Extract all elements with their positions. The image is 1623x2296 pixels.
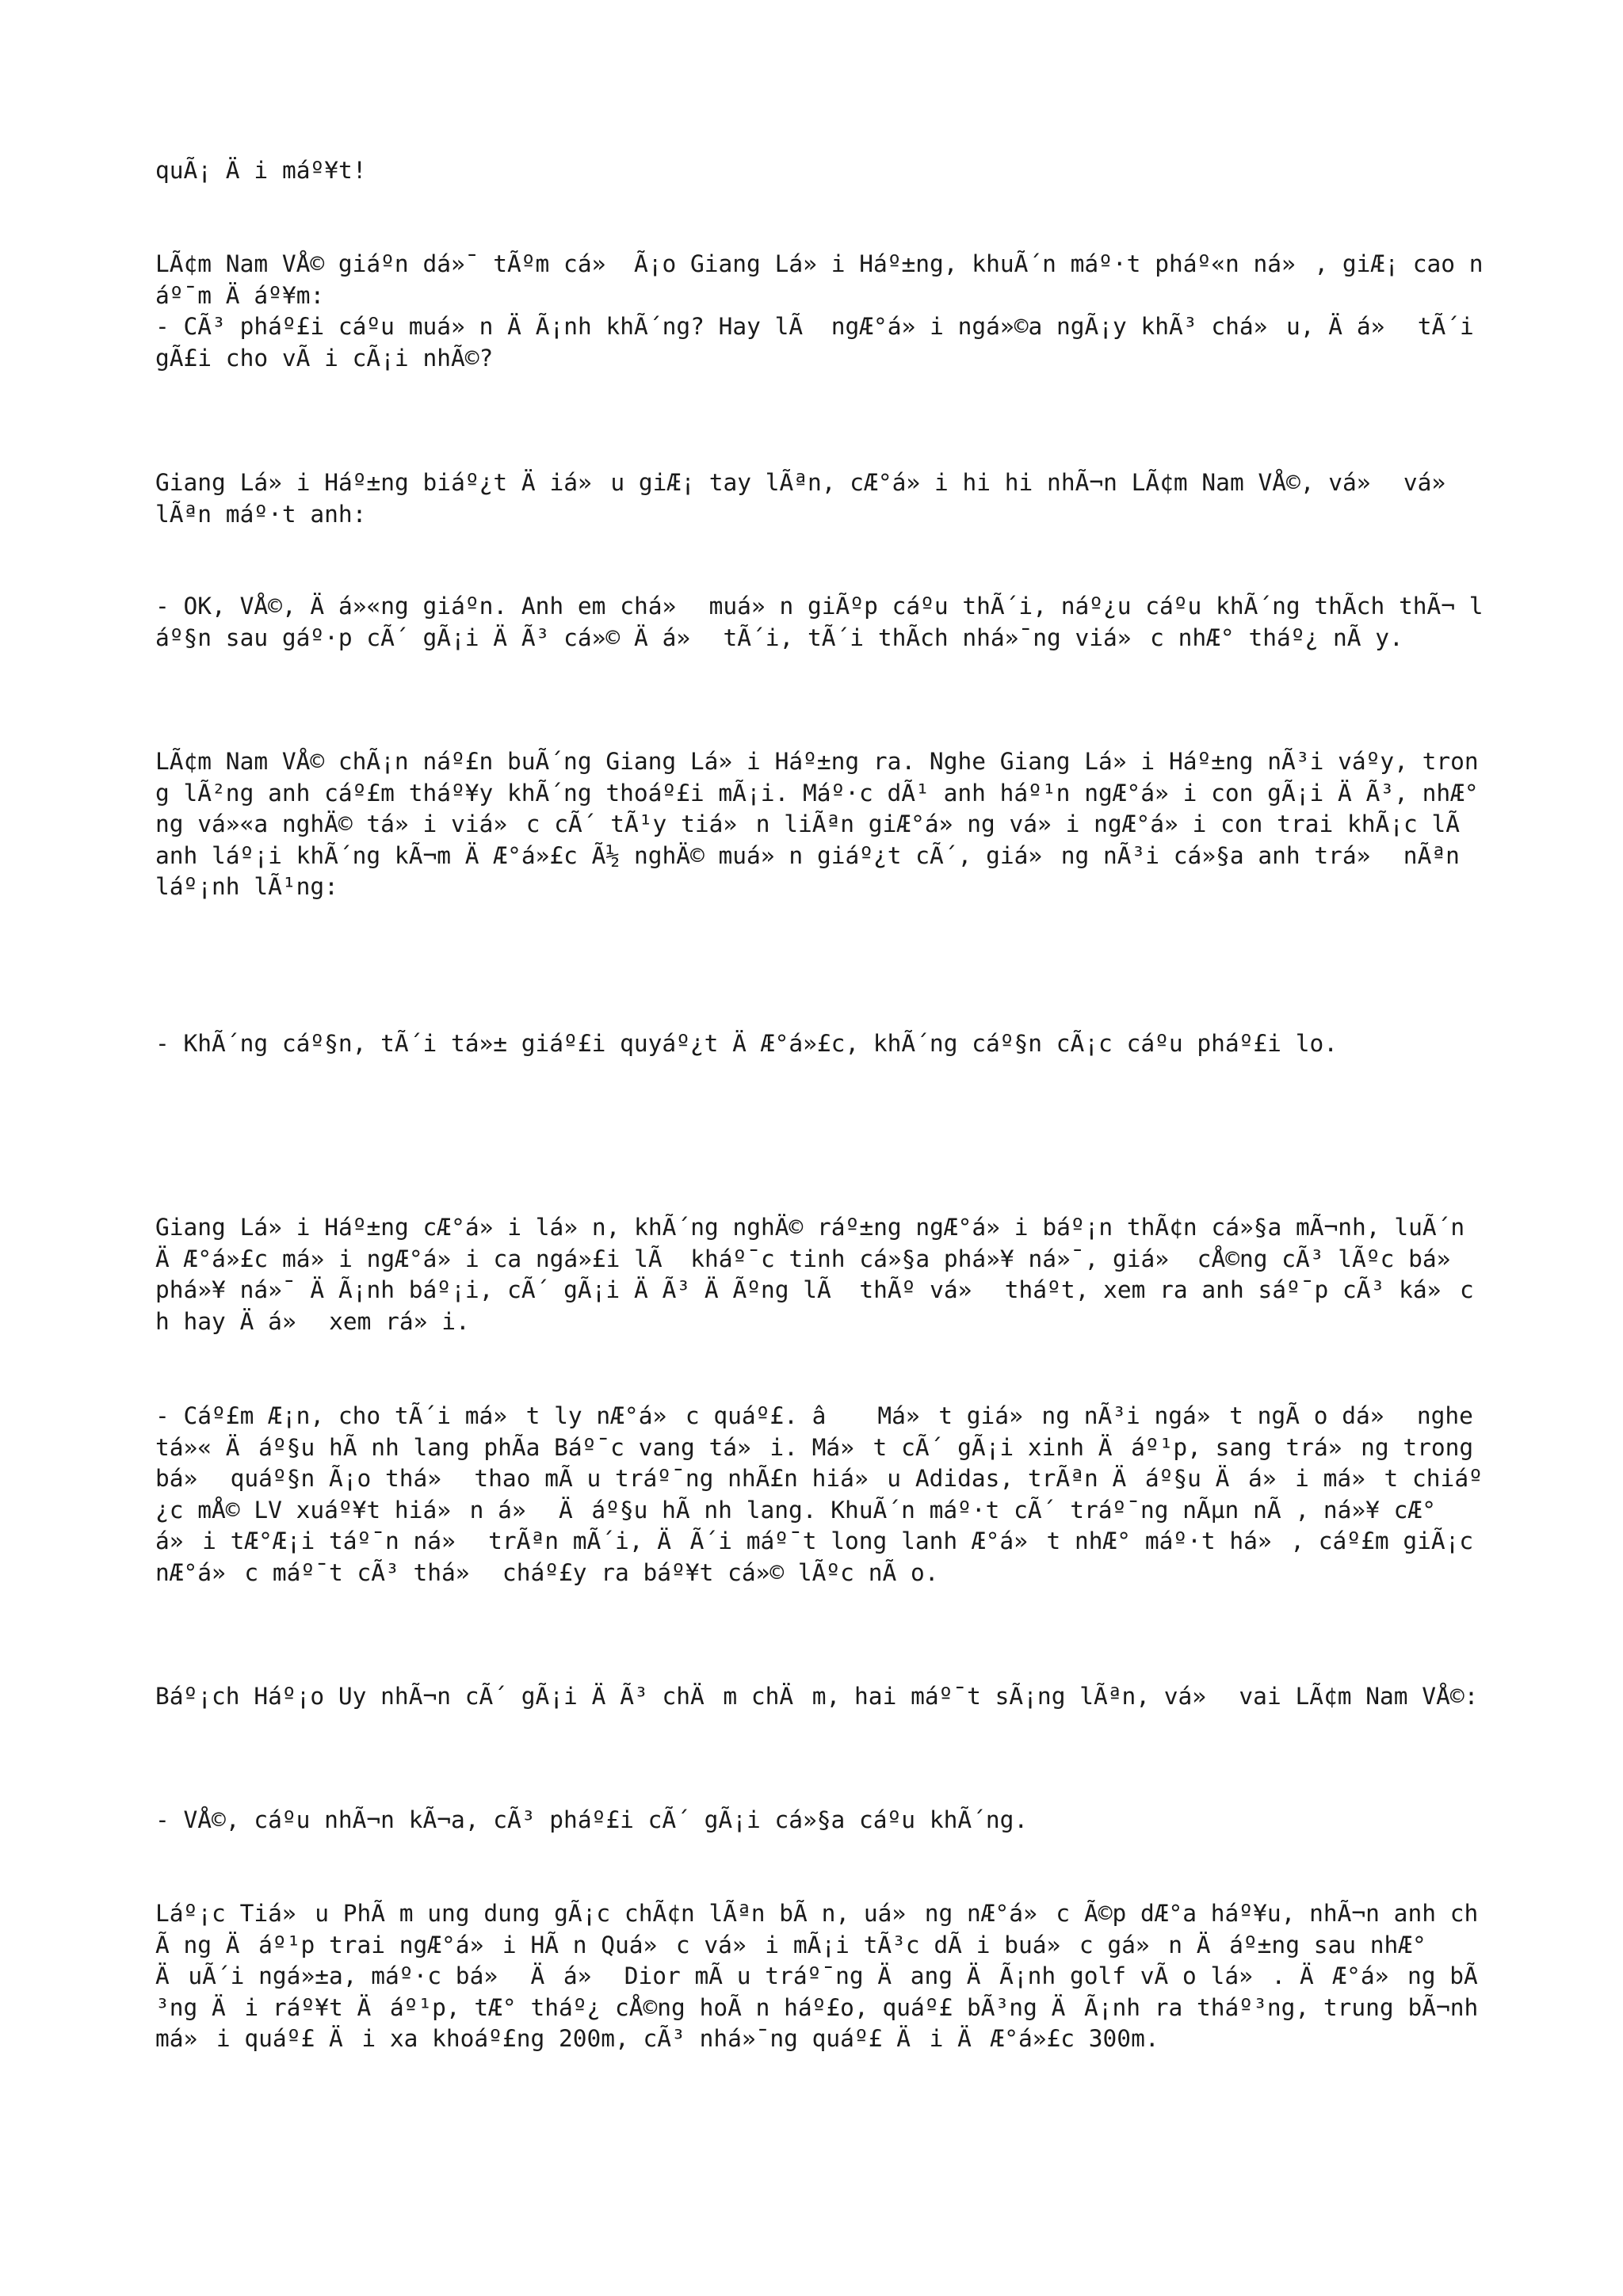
- paragraph-7: Giang Lá»i Háº±ng cÆ°á»i lá»n, khÃ´ng nghÄ© ráº±ng ngÆ°á»i báº¡n thÃ¢n cá»§a mÃ¬nh, luÃ´n ÄÆ°á»£c má»i ngÆ°á»i ca ngá»£i lÃ kháº¯c tinh cá»§a phá»¥ ná»¯, giá» cÅ©ng cÃ³ lÃºc bá» phá»¥ ná»¯ ÄÃ¡nh báº¡i, cÃ´ gÃ¡i ÄÃ³ ÄÃºng lÃ thÃº vá» tháºt, xem ra anh sáº¯p cÃ³ ká»ch hay Äá» xem rá»i.: [155, 1214, 1484, 1335]
- paragraph-1: quÃ¡ Äi máº¥t!: [155, 157, 367, 184]
- paragraph-2: LÃ¢m Nam VÅ© giáºn dá»¯ tÃºm cá» Ã¡o Giang Lá»i Háº±ng, khuÃ´n máº·t pháº«n ná», giÆ¡ cao náº¯m Äáº¥m: - CÃ³ pháº£i cáºu muá»n ÄÃ¡nh khÃ´ng? Hay lÃ ngÆ°á»i ngá»©a ngÃ¡y khÃ³ chá»u, Äá» tÃ´i gÃ£i cho vÃ i cÃ¡i nhÃ©?: [155, 250, 1484, 372]
- paragraph-9: Báº¡ch Háº¡o Uy nhÃ¬n cÃ´ gÃ¡i ÄÃ³ chÄm chÄm, hai máº¯t sÃ¡ng lÃªn, vá» vai LÃ¢m Nam VÅ©:: [155, 1683, 1479, 1710]
- paragraph-5: LÃ¢m Nam VÅ© chÃ¡n náº£n buÃ´ng Giang Lá»i Háº±ng ra. Nghe Giang Lá»i Háº±ng nÃ³i váºy, trong lÃ²ng anh cáº£m tháº¥y khÃ´ng thoáº£i mÃ¡i. Máº·c dÃ¹ anh háº¹n ngÆ°á»i con gÃ¡i ÄÃ³, nhÆ°ng vá»«a nghÄ© tá»i viá»c cÃ´ tÃ¹y tiá»n liÃªn giÆ°á»ng vá»i ngÆ°á»i con trai khÃ¡c lÃ anh láº¡i khÃ´ng kÃ¬m ÄÆ°á»£c Ã½ nghÄ© muá»n giáº¿t cÃ´, giá»ng nÃ³i cá»§a anh trá» nÃªn láº¡nh lÃ¹ng:: [155, 748, 1488, 900]
- paragraph-4: - OK, VÅ©, Äá»«ng giáºn. Anh em chá» muá»n giÃºp cáºu thÃ´i, náº¿u cáºu khÃ´ng thÃch thÃ¬ láº§n sau gáº·p cÃ´ gÃ¡i ÄÃ³ cá»© Äá» tÃ´i, tÃ´i thÃch nhá»¯ng viá»c nhÆ° tháº¿ nÃ y.: [155, 593, 1484, 651]
- paragraph-3: Giang Lá»i Háº±ng biáº¿t Äiá»u giÆ¡ tay lÃªn, cÆ°á»i hi hi nhÃ¬n LÃ¢m Nam VÅ©, vá» vá» lÃªn máº·t anh:: [155, 469, 1479, 528]
- paragraph-10: - VÅ©, cáºu nhÃ¬n kÃ¬a, cÃ³ pháº£i cÃ´ gÃ¡i cá»§a cáºu khÃ´ng.: [155, 1806, 1029, 1833]
- paragraph-6: - KhÃ´ng cáº§n, tÃ´i tá»± giáº£i quyáº¿t ÄÆ°á»£c, khÃ´ng cáº§n cÃ¡c cáºu pháº£i lo.: [155, 1030, 1338, 1057]
- paragraph-11: Láº¡c Tiá»u PhÃ m ung dung gÃ¡c chÃ¢n lÃªn bÃ n, uá»ng nÆ°á»c Ã©p dÆ°a háº¥u, nhÃ¬n anh chÃ ng Äáº¹p trai ngÆ°á»i HÃ n Quá»c vá»i mÃ¡i tÃ³c dÃ i buá»c gá»n Äáº±ng sau nhÆ° ÄuÃ´i ngá»±a, máº·c bá» Äá» Dior mÃ u tráº¯ng Äang ÄÃ¡nh golf vÃ o lá». ÄÆ°á»ng bÃ³ng Äi ráº¥t Äáº¹p, tÆ° tháº¿ cÅ©ng hoÃ n háº£o, quáº£ bÃ³ng ÄÃ¡nh ra tháº³ng, trung bÃ¬nh má»i quáº£ Äi xa khoáº£ng 200m, cÃ³ nhá»¯ng quáº£ Äi ÄÆ°á»£c 300m.: [155, 1900, 1493, 2052]
- paragraph-8: - Cáº£m Æ¡n, cho tÃ´i má»t ly nÆ°á»c quáº£. â Má»t giá»ng nÃ³i ngá»t ngÃ o dá» nghe tá»« Äáº§u hÃ nh lang phÃa Báº¯c vang tá»i. Má»t cÃ´ gÃ¡i xinh Äáº¹p, sang trá»ng trong bá» quáº§n Ã¡o thá» thao mÃ u tráº¯ng nhÃ£n hiá»u Adidas, trÃªn Äáº§u Äá»i má»t chiáº¿c mÅ© LV xuáº¥t hiá»n á» Äáº§u hÃ nh lang. KhuÃ´n máº·t cÃ´ tráº¯ng nÃµn nÃ , ná»¥ cÆ°á»i tÆ°Æ¡i táº¯n ná» trÃªn mÃ´i, ÄÃ´i máº¯t long lanh Æ°á»t nhÆ° máº·t há», cáº£m giÃ¡c nÆ°á»c máº¯t cÃ³ thá» cháº£y ra báº¥t cá»© lÃºc nÃ o.: [155, 1402, 1487, 1586]
